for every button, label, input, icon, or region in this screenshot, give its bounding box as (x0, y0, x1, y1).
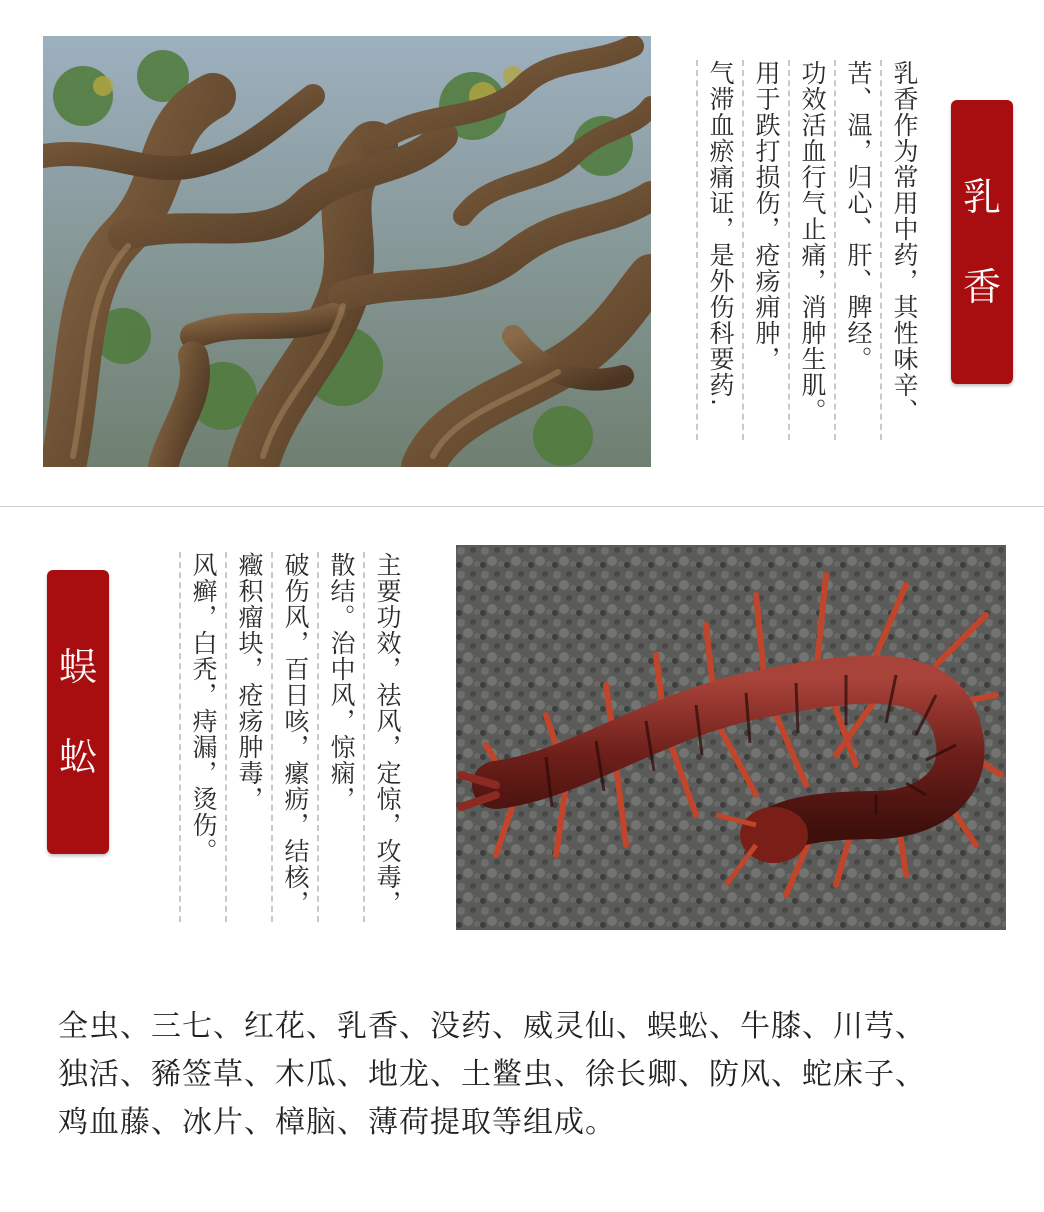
ruxiang-description (696, 60, 926, 440)
wugong-description-line: 主要功效，祛风，定惊，攻毒， (363, 552, 409, 922)
ruxiang-title-char-2: 香 (962, 265, 1001, 309)
ruxiang-description-line: 气滞血瘀痛证，是外伤科要药. (696, 60, 742, 440)
wugong-description-line: 散结。治中风，惊痫， (317, 552, 363, 922)
ruxiang-title-char-1: 乳 (962, 175, 1001, 219)
ingredients-paragraph (58, 1003, 1018, 1147)
wugong-description-line: 癥积瘤块，疮疡肿毒， (225, 552, 271, 922)
ruxiang-description-line: 功效活血行气止痛，消肿生肌。 (788, 60, 834, 440)
wugong-description-line: 风癣，白秃，痔漏，烫伤。 (179, 552, 225, 922)
ingredients-line: 全虫、三七、红花、乳香、没药、威灵仙、蜈蚣、牛膝、川芎、 (58, 1009, 926, 1044)
ingredients-line: 独活、豨签草、木瓜、地龙、土鳖虫、徐长卿、防风、蛇床子、 (58, 1057, 926, 1092)
wugong-title-char-1: 蜈 (58, 645, 97, 689)
ruxiang-description-line: 用于跌打损伤，疮疡痈肿， (742, 60, 788, 440)
wugong-description (179, 552, 409, 922)
ruxiang-description-line: 乳香作为常用中药，其性味辛、 (880, 60, 926, 440)
ruxiang-description-line: 苦、温，归心、肝、脾经。 (834, 60, 880, 440)
section-divider (0, 506, 1044, 507)
wugong-title-char-2: 蚣 (58, 735, 97, 779)
frankincense-tree-photo (43, 36, 651, 467)
ingredients-line: 鸡血藤、冰片、樟脑、薄荷提取等组成。 (58, 1105, 616, 1140)
centipede-photo (456, 545, 1006, 930)
wugong-description-line: 破伤风，百日咳，瘰疬，结核， (271, 552, 317, 922)
ruxiang-title-badge (951, 100, 1013, 384)
wugong-title-badge (47, 570, 109, 854)
